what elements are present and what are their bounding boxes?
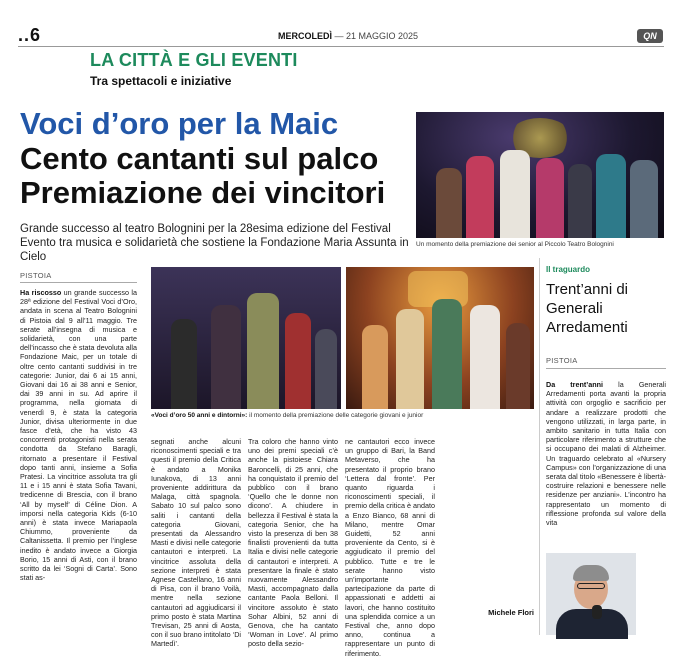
- article-author: Michele Flori: [488, 608, 534, 617]
- article-column-1: Ha riscosso un grande successo la 28ª edizione del Festival Voci d’Oro, andata in scena al Teatro Bolognini di Pistoia dal 9 all’11 maggio. Tre serate all’insegna di musica e solidarietà, con una parte dell’incasso che è stata devoluta alla Fondazione Maic, per un totale di oltre cento cantanti suddivisi in tre categorie: Junior, dai 6 ai 15 anni, Giovani dai 16 ai 38 anni e Senior, dai 39 anni in su. Ad aprire il programma, nella giornata di venerdì 9, è stata la categoria Junior, divisa ulteriormente in due fasce d’età, che ha visto 43 concorrenti protagonisti nella serata condotta da Stefano Baragli, ritornato a presentare il Festival dopo tanti anni, insieme a Sofia Pratesi. La vincitrice assoluta tra gli 11 e i 15 anni è stata Sofia Tavani, tredicenne di Brescia, con il brano ‘All by myself’ di Céline Dion. A imporsi nella categoria Kids (6-10 anni) è stata invece Mariapaola Chiummo, proveniente da Caltanissetta. Il premio per l’inglese inedito è andato invece a Giorgia Borio, 15 anni di Asti, con il brano scritto da lei ‘Sogni di Carta’. Sono stati as-: [20, 288, 137, 583]
- sidebar-divider: [539, 258, 540, 635]
- photo-caption-mid: «Voci d’oro 50 anni e dintorni»: il momento della premiazione delle categorie giovani e junior: [151, 412, 424, 419]
- sidebar-kicker: Il traguardo: [546, 265, 591, 274]
- photo-senior-award: [416, 112, 664, 238]
- section-title: LA CITTÀ E GLI EVENTI: [90, 50, 298, 70]
- article-deck: Grande successo al teatro Bolognini per la 28esima edizione del Festival Evento tra musica e solidarietà che sostiene la Fondazione Maria Assunta in Cielo: [20, 223, 409, 263]
- sidebar-title: Trent’anni di Generali Arredamenti: [546, 281, 628, 336]
- sidebar-location-rule: [546, 368, 666, 369]
- article-column-3: Tra coloro che hanno vinto uno dei premi speciali c’è anche la pistoiese Chiara Baroncelli, di 25 anni, che ha conquistato il premio del pubblico con il brano ‘Quello che le donne non dicono’. A chiudere in bellezza il Festival è stata la categoria Senior, che ha visto la presenza di ben 38 finalisti provenienti da tutta Italia e divisi nelle categorie di cantautori e interpreti. A presentare la finale è stato nuovamente Alessandro Masti, accompagnato dalla cantante Paola Belloni. Il vincitore assoluto è stato Sohar Albini, 52 anni di Genova, che ha cantato ‘Woman in Love’. Al primo posto della sezio-: [248, 437, 338, 649]
- article-kicker: Voci d’oro per la Maic: [20, 106, 339, 141]
- dateline: [278, 31, 418, 41]
- page-header: [0, 0, 682, 48]
- dateline-day: MERCOLEDÌ: [278, 31, 332, 41]
- photo-caption-main: Un momento della premiazione dei senior al Piccolo Teatro Bolognini: [416, 241, 614, 248]
- sidebar-location: PISTOIA: [546, 356, 578, 365]
- newspaper-logo: QN: [637, 29, 663, 43]
- sidebar-text: Da trent’anni la Generali Arredamenti porta avanti la propria attività con orgoglio e sacrificio per andare a realizzare prodotti che vengono utilizzati, in larga parte, in ambito sanitario in tutta Italia con particolare riferimento a strutture che si occupano dei malati di Alzheimer. Un traguardo celebrato al «Nursery Campus» con l’organizzazione di una serata dal titolo «Benessere è libertà-costruire relazioni e benessere nelle residenze per anziani». L’incontro ha rappresentato un momento di riflessione profonda sul valore della vita: [546, 380, 666, 528]
- dateline-date: — 21 MAGGIO 2025: [334, 31, 419, 41]
- photo-young-award: [151, 267, 341, 409]
- page-number: ..6: [18, 25, 41, 45]
- article-column-4: ne cantautori ecco invece un gruppo di Bari, la Band Metaverso, che ha presentato il proprio brano ‘Lettera dal fronte’. Per quanto riguarda i riconoscimenti speciali, il premio della critica è andato a Enzo Bianco, 68 anni di Milano, mentre Omar Guidetti, 52 anni proveniente da Cento, si è aggiudicato il premio del pubblico. Tutte e tre le serate hanno visto un’importante partecipazione da parte di appassionati e addetti ai lavori, che hanno costituito una splendida cornice a un Festival che, anno dopo anno, continua a rappresentare un punto di riferimento.: [345, 437, 435, 658]
- header-rule: [18, 46, 664, 47]
- article-column-2: segnati anche alcuni riconoscimenti speciali e tra questi il premio della Critica è andato a Monika Iunakova, di 13 anni proveniente addirittura da Malaga, città spagnola. Sabato 10 sul palco sono saliti i cantanti della categoria Giovani, presentati da Alessandro Masti e divisi nelle categorie cantautori e interpreti. La vincitrice assoluta della sezione interpreti è stata Agnese Castellano, 16 anni di Pisa, con il brano Voilà, mentre nella sezione cantautori ad aggiudicarsi il primo posto è stata Martina Trevisan, 25 anni di Aosta, con il suo brano intitolato ‘Di Martedì’.: [151, 437, 241, 649]
- location-rule: [20, 282, 137, 283]
- article-location: PISTOIA: [20, 271, 52, 280]
- section-subtitle: Tra spettacoli e iniziative: [90, 74, 232, 88]
- article-headline: Cento cantanti sul palco Premiazione dei vincitori: [20, 141, 386, 210]
- photo-junior-award: [346, 267, 534, 409]
- photo-speaker: [546, 553, 636, 635]
